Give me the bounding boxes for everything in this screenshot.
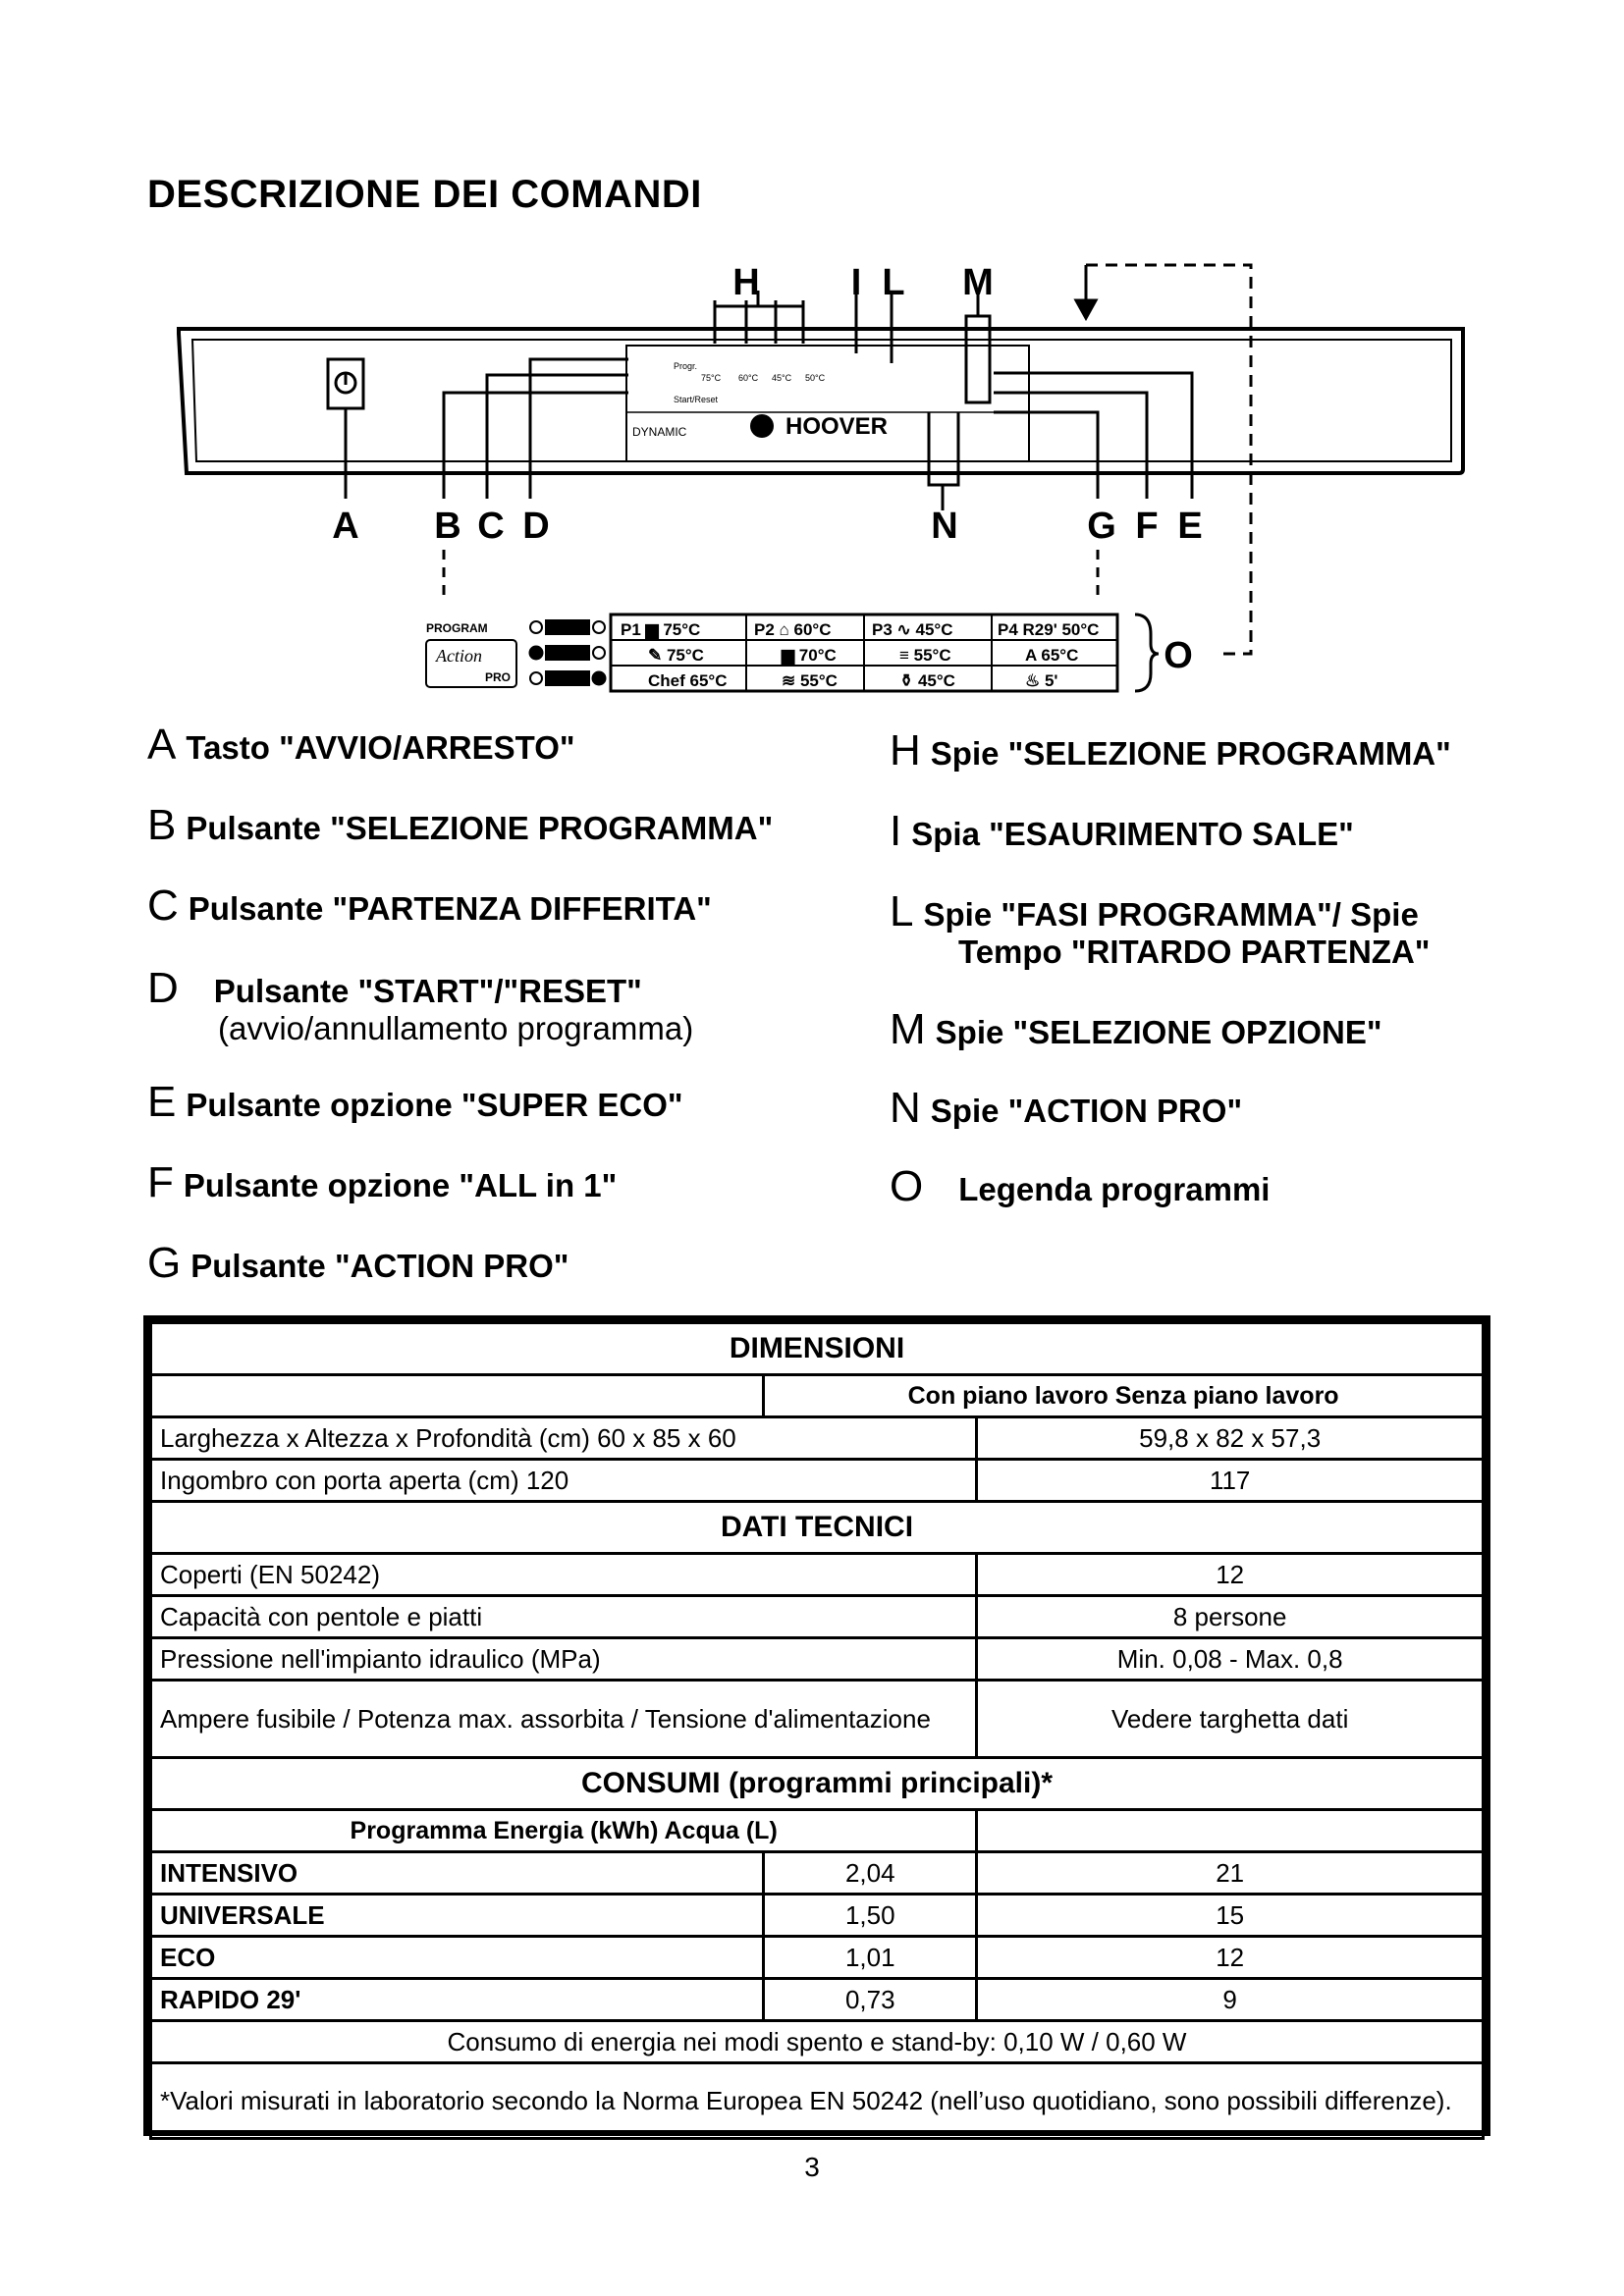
label-A: A <box>332 506 359 547</box>
dim-row-label: Ingombro con porta aperta (cm) 120 <box>151 1460 977 1502</box>
legend-item-B <box>147 801 774 849</box>
legend-text: Pulsante "PARTENZA DIFFERITA" <box>188 890 712 927</box>
program-cell: P4 R29' 50°C <box>998 620 1100 639</box>
legend-text: Pulsante "SELEZIONE PROGRAMMA" <box>186 810 774 846</box>
legend-text: Spie "SELEZIONE PROGRAMMA" <box>930 735 1451 772</box>
program-cell: ⚱ 45°C <box>899 671 955 690</box>
dim-row-label: Larghezza x Altezza x Profondità (cm) 60 x 85 x 60 <box>151 1417 977 1460</box>
legend-text: Legenda programmi <box>958 1171 1271 1207</box>
legend-key: E <box>147 1078 177 1126</box>
program-name: UNIVERSALE <box>151 1895 764 1937</box>
brand-logo: HOOVER <box>785 413 889 440</box>
legend-item-O <box>890 1162 1271 1210</box>
label-I: I <box>850 262 862 303</box>
program-energy: 1,50 <box>764 1895 977 1937</box>
program-cell: A 65°C <box>1025 646 1079 665</box>
legend-text: Pulsante "ACTION PRO" <box>190 1248 569 1284</box>
program-energy: 2,04 <box>764 1852 977 1895</box>
program-cell: Chef 65°C <box>648 671 728 690</box>
label-O: O <box>1164 635 1193 676</box>
section-title-dimensioni: DIMENSIONI <box>151 1323 1484 1375</box>
page-title: DESCRIZIONE DEI COMANDI <box>147 173 702 216</box>
page-number: 3 <box>804 2152 820 2182</box>
legend-item-D <box>147 964 694 1047</box>
program-water: 21 <box>977 1852 1484 1895</box>
program-water: 12 <box>977 1937 1484 1979</box>
panel-temp-3: 45°C <box>772 373 792 383</box>
program-name: INTENSIVO <box>151 1852 764 1895</box>
label-E: E <box>1177 506 1203 547</box>
model-label: DYNAMIC <box>632 425 687 439</box>
legend-item-E <box>147 1078 683 1126</box>
legend-text: Tasto "AVVIO/ARRESTO" <box>186 729 575 766</box>
dim-row-value: 59,8 x 82 x 57,3 <box>977 1417 1484 1460</box>
legend-item-N <box>890 1084 1243 1132</box>
program-energy: 0,73 <box>764 1979 977 2021</box>
action-pro-logo-sub: PRO <box>485 670 512 684</box>
legend-key: F <box>147 1158 174 1206</box>
program-cell: P1 ▆ 75°C <box>621 620 701 639</box>
program-cell: P2 ⌂ 60°C <box>754 620 832 639</box>
program-energy: 1,01 <box>764 1937 977 1979</box>
section-title-consumi: CONSUMI (programmi principali)* <box>151 1758 1484 1810</box>
consumi-header: Programma Energia (kWh) Acqua (L) <box>151 1810 977 1852</box>
program-cell: ▆ 70°C <box>782 646 837 665</box>
legend-text: Pulsante opzione "SUPER ECO" <box>186 1087 683 1123</box>
empty-cell <box>151 1375 764 1417</box>
program-cell: ≡ 55°C <box>899 646 951 665</box>
panel-temp-1: 75°C <box>701 373 722 383</box>
label-N: N <box>931 506 958 547</box>
program-cell: ✎ 75°C <box>648 646 704 665</box>
label-M: M <box>962 262 994 303</box>
legend-text: Spie "ACTION PRO" <box>930 1093 1243 1129</box>
legend-item-L <box>890 887 1431 971</box>
dati-row-value: 12 <box>977 1554 1484 1596</box>
empty-cell <box>977 1810 1484 1852</box>
legend-key: D <box>147 964 179 1012</box>
label-C: C <box>477 506 505 547</box>
dati-row-label: Pressione nell'impianto idraulico (MPa) <box>151 1638 977 1681</box>
legend-text: Spie "SELEZIONE OPZIONE" <box>935 1014 1382 1050</box>
legend-item-H <box>890 726 1451 774</box>
legend-subtext: Tempo "RITARDO PARTENZA" <box>958 934 1431 970</box>
program-label: PROGRAM <box>426 621 488 635</box>
dati-row-label: Capacità con pentole e piatti <box>151 1596 977 1638</box>
label-B: B <box>434 506 461 547</box>
label-H: H <box>732 262 760 303</box>
legend-item-F <box>147 1158 618 1206</box>
legend-key: C <box>147 881 179 930</box>
legend-key: M <box>890 1005 926 1053</box>
standby-consumption: Consumo di energia nei modi spento e stand-by: 0,10 W / 0,60 W <box>151 2021 1484 2063</box>
legend-item-G <box>147 1239 569 1287</box>
program-name: RAPIDO 29' <box>151 1979 764 2021</box>
program-cell: P3 ∿ 45°C <box>872 620 953 639</box>
program-cell: ≋ 55°C <box>782 671 838 690</box>
legend-key: A <box>147 721 177 769</box>
action-pro-logo: Action <box>436 646 482 666</box>
dati-row-label: Coperti (EN 50242) <box>151 1554 977 1596</box>
legend-subtext: (avvio/annullamento programma) <box>218 1010 694 1046</box>
label-F: F <box>1135 506 1159 547</box>
legend-key: N <box>890 1084 921 1132</box>
specifications-table <box>143 1315 1490 2136</box>
program-name: ECO <box>151 1937 764 1979</box>
legend-key: O <box>890 1162 924 1210</box>
legend-key: I <box>890 807 902 855</box>
panel-label-progr: Progr. <box>674 361 698 371</box>
legend-item-I <box>890 807 1354 855</box>
dim-header: Con piano lavoro Senza piano lavoro <box>764 1375 1484 1417</box>
dati-row-value: 8 persone <box>977 1596 1484 1638</box>
label-D: D <box>522 506 550 547</box>
label-L: L <box>882 262 905 303</box>
dati-row-value: Vedere targhetta dati <box>977 1681 1484 1758</box>
legend-key: L <box>890 887 914 935</box>
legend-key: B <box>147 801 177 849</box>
panel-temp-4: 50°C <box>805 373 826 383</box>
legend-text: Spie "FASI PROGRAMMA"/ Spie <box>923 896 1419 933</box>
legend-item-M <box>890 1005 1382 1053</box>
section-title-dati-tecnici: DATI TECNICI <box>151 1502 1484 1554</box>
legend-text: Spia "ESAURIMENTO SALE" <box>911 816 1354 852</box>
legend-key: H <box>890 726 921 774</box>
control-panel-diagram <box>0 0 1624 726</box>
legend-key: G <box>147 1239 182 1287</box>
dati-row-value: Min. 0,08 - Max. 0,8 <box>977 1638 1484 1681</box>
panel-temp-2: 60°C <box>738 373 759 383</box>
label-G: G <box>1087 506 1116 547</box>
legend-text: Pulsante opzione "ALL in 1" <box>183 1167 618 1203</box>
legend-text: Pulsante "START"/"RESET" <box>213 973 642 1009</box>
program-cell: ♨ 5' <box>1025 671 1058 690</box>
panel-label-start-reset: Start/Reset <box>674 395 719 404</box>
legend-item-A <box>147 721 575 769</box>
program-water: 9 <box>977 1979 1484 2021</box>
dati-row-label: Ampere fusibile / Potenza max. assorbita / Tensione d'alimentazione <box>151 1681 977 1758</box>
program-water: 15 <box>977 1895 1484 1937</box>
legend-item-C <box>147 881 712 930</box>
dim-row-value: 117 <box>977 1460 1484 1502</box>
footnote: *Valori misurati in laboratorio secondo la Norma Europea EN 50242 (nell’uso quotidiano, sono possibili differenze). <box>151 2063 1484 2139</box>
